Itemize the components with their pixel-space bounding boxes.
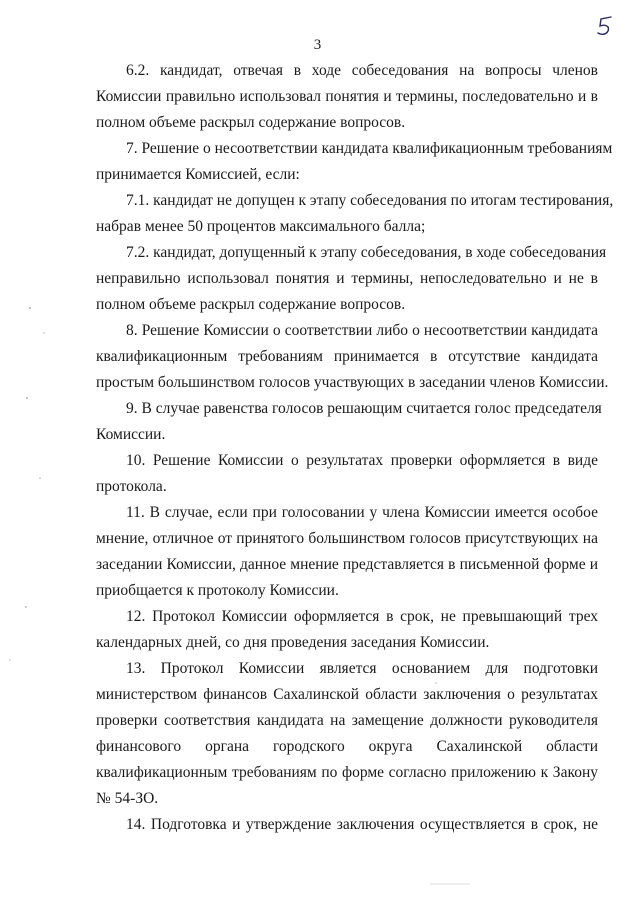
text-line: протокола.: [96, 478, 167, 495]
text-line: 7. Решение о несоответствии кандидата квалификационным требованиям: [126, 140, 613, 157]
text-line: заседании Комиссии, данное мнение представляется в письменной форме и: [96, 556, 598, 573]
text-line: 14. Подготовка и утверждение заключения осуществляется в срок, не: [126, 816, 598, 833]
text-line: квалификационным требованиям принимается в отсутствие кандидата: [96, 348, 598, 365]
text-line: неправильно использовал понятия и термины, непоследовательно и не в: [96, 270, 598, 287]
text-line: № 54-ЗО.: [96, 790, 159, 807]
text-line: 13. Протокол Комиссии является основанием для подготовки: [126, 660, 598, 677]
text-line: мнение, отличное от принятого большинством голосов присутствующих на: [96, 530, 598, 547]
text-line: проверки соответствия кандидата на замещение должности руководителя: [96, 712, 598, 729]
text-line: министерством финансов Сахалинской области заключения о результатах: [96, 686, 598, 703]
text-line: 7.2. кандидат, допущенный к этапу собеседования, в ходе собеседования: [126, 244, 607, 261]
handwritten-page-mark: [592, 14, 616, 38]
text-line: приобщается к протоколу Комиссии.: [96, 582, 339, 599]
text-line: 6.2. кандидат, отвечая в ходе собеседования на вопросы членов: [126, 62, 598, 79]
page-number: 3: [313, 37, 322, 53]
text-line: 7.1. кандидат не допущен к этапу собеседования по итогам тестирования,: [126, 192, 614, 209]
text-line: принимается Комиссией, если:: [96, 166, 300, 183]
text-line: 8. Решение Комиссии о соответствии либо о несоответствии кандидата: [126, 322, 598, 339]
text-line: простым большинством голосов участвующих в заседании членов Комиссии.: [96, 374, 609, 391]
text-line: 12. Протокол Комиссии оформляется в срок, не превышающий трех: [126, 608, 598, 625]
text-line: квалификационным требованиям по форме согласно приложению к Закону: [96, 764, 598, 781]
text-line: полном объеме раскрыл содержание вопросов.: [96, 114, 406, 131]
text-line: 9. В случае равенства голосов решающим считается голос председателя: [126, 400, 602, 417]
text-line: полном объеме раскрыл содержание вопросов.: [96, 296, 406, 313]
text-line: календарных дней, со дня проведения заседания Комиссии.: [96, 634, 490, 651]
text-line: Комиссии правильно использовал понятия и термины, последовательно и в: [96, 88, 598, 105]
text-line: финансового органа городского округа Сахалинской области: [96, 738, 598, 755]
text-line: 10. Решение Комиссии о результатах проверки оформляется в виде: [126, 452, 598, 469]
text-line: Комиссии.: [96, 426, 166, 443]
text-line: 11. В случае, если при голосовании у члена Комиссии имеется особое: [126, 504, 598, 521]
text-line: набрав менее 50 процентов максимального балла;: [96, 218, 426, 235]
